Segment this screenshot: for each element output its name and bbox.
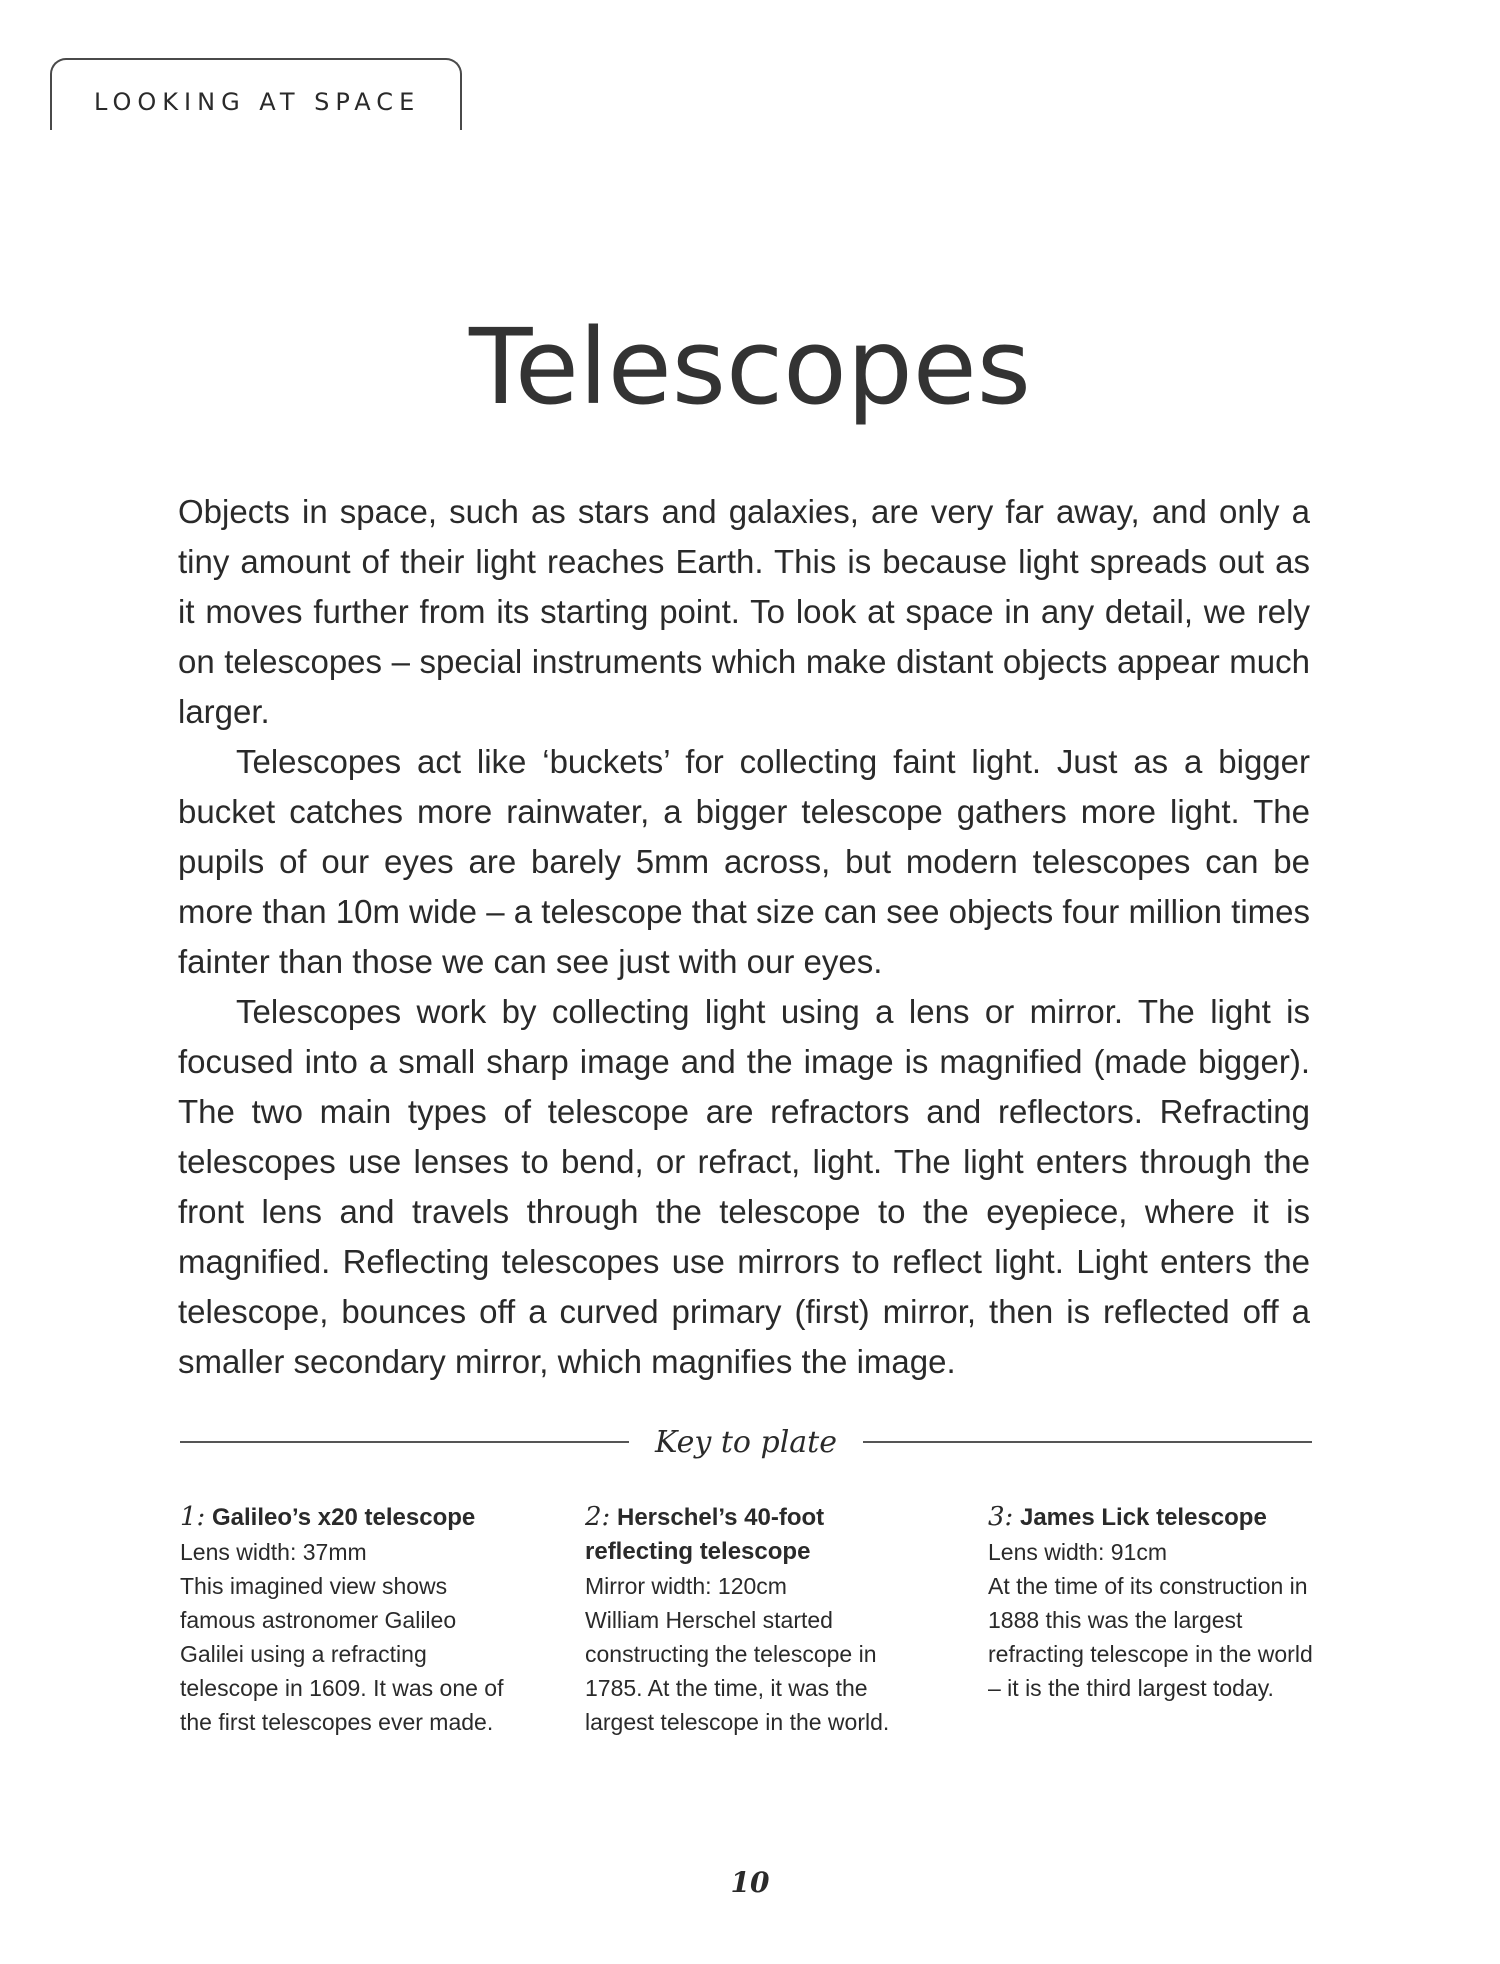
section-header-tab bbox=[50, 58, 462, 130]
key-item-herschel bbox=[585, 1500, 925, 1739]
key-item-james-lick bbox=[988, 1500, 1328, 1705]
section-label: LOOKING AT SPACE bbox=[94, 88, 421, 116]
key-item-name: Herschel’s 40-foot reflecting telescope bbox=[585, 1504, 825, 1565]
key-item-description: William Herschel started constructing the telescope in 1785. At the time, it was the largest telescope in the world. bbox=[585, 1607, 890, 1735]
divider-right bbox=[863, 1441, 1312, 1443]
key-item-name: James Lick telescope bbox=[1019, 1504, 1267, 1531]
body-text bbox=[178, 487, 1310, 1387]
key-item-number: 2: bbox=[585, 1502, 611, 1532]
key-item-heading bbox=[988, 1500, 1328, 1535]
key-item-name: Galileo’s x20 telescope bbox=[211, 1504, 476, 1531]
paragraph-buckets: Telescopes act like ‘buckets’ for collecting faint light. Just as a bigger bucket catches more rainwater, a bigger telescope gathers more light. The pupils of our eyes are barely 5mm across, but modern telescopes can be more than 10m wide – a telescope that size can see objects four million times fainter than those we can see just with our eyes. bbox=[178, 743, 1310, 980]
key-item-description: At the time of its construction in 1888 this was the largest refracting telescope in the world – it is the third largest today. bbox=[988, 1573, 1313, 1701]
key-item-spec: Lens width: 37mm bbox=[180, 1539, 367, 1565]
key-item-heading bbox=[180, 1500, 520, 1535]
key-item-description: This imagined view shows famous astronomer Galileo Galilei using a refracting telescope in 1609. It was one of the first telescopes ever made. bbox=[180, 1573, 504, 1735]
divider-left bbox=[180, 1441, 629, 1443]
key-item-spec: Lens width: 91cm bbox=[988, 1539, 1167, 1565]
key-item-number: 3: bbox=[988, 1502, 1014, 1532]
key-title: Key to plate bbox=[655, 1424, 837, 1460]
paragraph-how-telescopes-work: Telescopes work by collecting light using a lens or mirror. The light is focused into a small sharp image and the image is magnified (made bigger). The two main types of telescope are refractors and reflectors. Refracting telescopes use lenses to bend, or refract, light. The light enters through the front lens and travels through the telescope to the eyepiece, where it is magnified. Reflecting telescopes use mirrors to reflect light. Light enters the telescope, bounces off a curved primary (first) mirror, then is reflected off a smaller secondary mirror, which magnifies the image. bbox=[178, 993, 1310, 1380]
page-title: Telescopes bbox=[469, 306, 1031, 428]
key-item-spec: Mirror width: 120cm bbox=[585, 1573, 787, 1599]
key-to-plate-heading bbox=[180, 1420, 1312, 1464]
key-item-heading bbox=[585, 1500, 925, 1569]
key-item-galileo bbox=[180, 1500, 520, 1739]
paragraph-intro: Objects in space, such as stars and galaxies, are very far away, and only a tiny amount of their light reaches Earth. This is because light spreads out as it moves further from its starting point. To look at space in any detail, we rely on telescopes – special instruments which make distant objects appear much larger. bbox=[178, 493, 1310, 730]
page-number: 10 bbox=[730, 1866, 770, 1899]
key-item-number: 1: bbox=[180, 1502, 206, 1532]
